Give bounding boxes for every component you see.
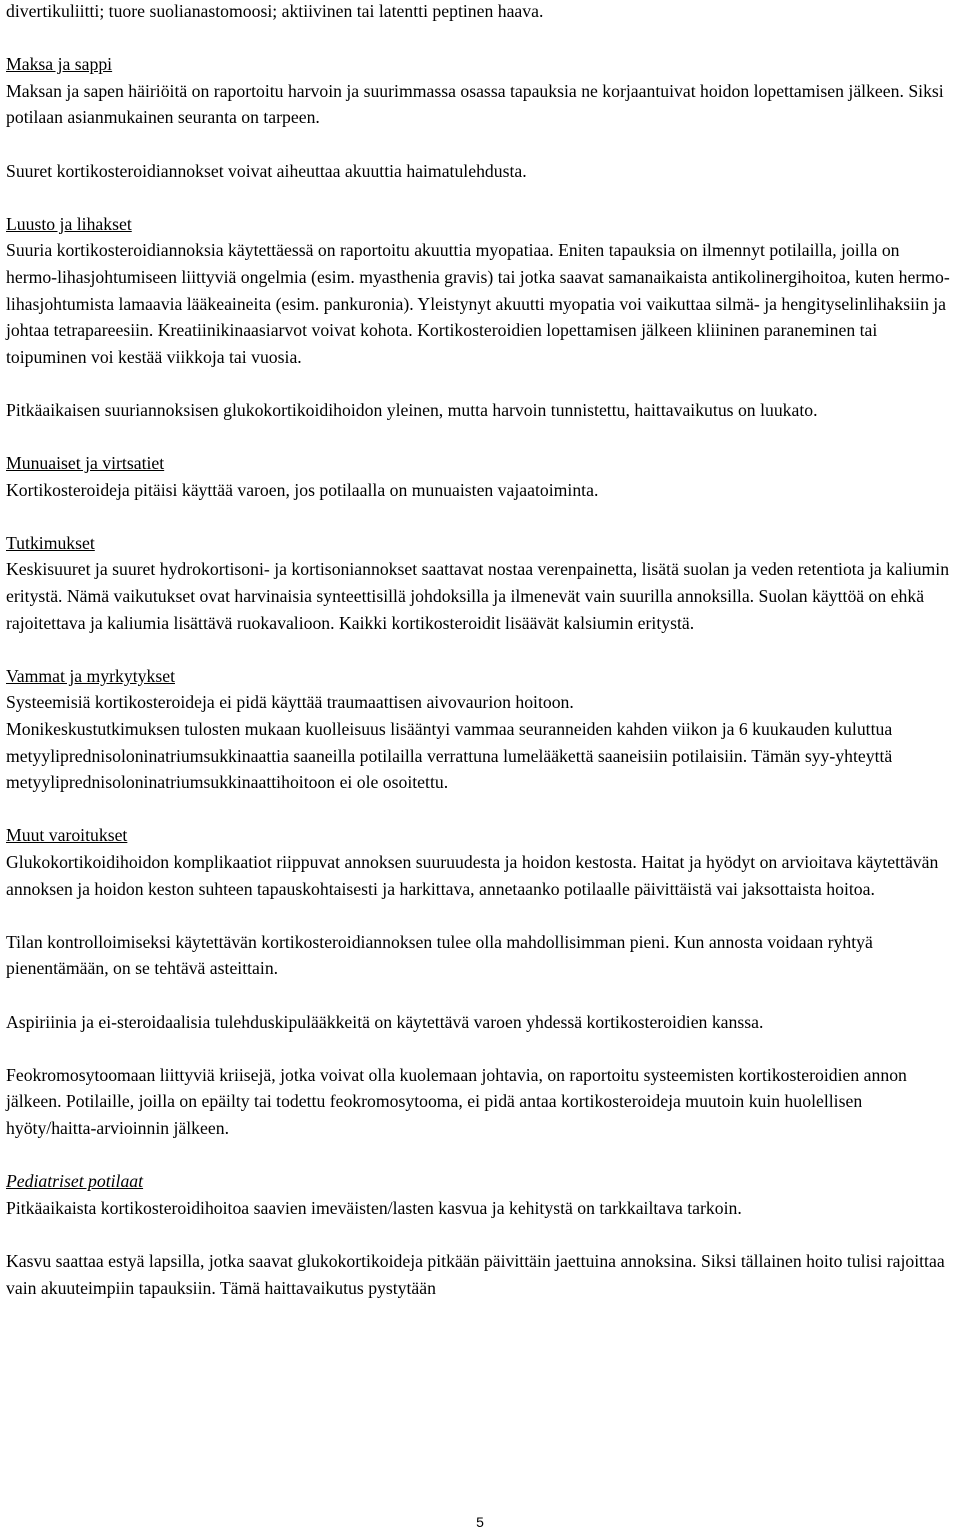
brain-injury-paragraph: Systeemisiä kortikosteroideja ei pidä käyttää traumaattisen aivovaurion hoitoon. [6, 692, 574, 713]
dose-paragraph: Tilan kontrolloimiseksi käytettävän kortikosteroidiannoksen tulee olla mahdollisimman pieni. Kun annosta voidaan ryhtyä pienentämään, on se tehtävä asteittain. [6, 931, 873, 979]
heading-musculoskeletal: Luusto ja lihakset [6, 213, 132, 234]
page-number: 5 [476, 1514, 484, 1530]
mortality-paragraph: Monikeskustutkimuksen tulosten mukaan kuolleisuus lisääntyi vammaa seuranneiden kahden viikon ja 6 kuukauden kuluttua metyyliprednisoloninatriumsukkinaattia saaneilla potilailla verrattuna lumelääkettä saaneisiin potilaisiin. Tämän syy-yhteyttä metyyliprednisoloninatriumsukkinaattihoitoon ei ole osoitettu. [6, 719, 893, 793]
growth-suppression-paragraph: Kasvu saattaa estyä lapsilla, jotka saavat glukokortikoideja pitkään päivittäin jaettuina annoksina. Siksi tällainen hoito tulisi rajoittaa vain akuuteimpiin tapauksiin. Tämä haittavaikutus pystytään [6, 1250, 945, 1298]
investigations-paragraph: Keskisuuret ja suuret hydrokortisoni- ja kortisoniannokset saattavat nostaa verenpainetta, lisätä suolan ja veden retentiota ja kaliumin eritystä. Nämä vaikutukset ovat harvinaisia synteettisillä johdoksilla ja ilmenevät vain suurilla annoksilla. Suolan käyttöä on ehkä rajoitettava ja kaliumia lisättävä ruokavalioon. Kaikki kortikosteroidit lisäävät kalsiumin eritystä. [6, 559, 950, 633]
heading-liver: Maksa ja sappi [6, 54, 113, 75]
bone-loss-paragraph: Pitkäaikaisen suuriannoksisen glukokortikoidihoidon yleinen, mutta harvoin tunnistettu, haittavaikutus on luukato. [6, 399, 818, 420]
heading-pediatric: Pediatriset potilaat [6, 1171, 144, 1192]
document-page [6, 0, 954, 1301]
myopathy-paragraph: Suuria kortikosteroidiannoksia käytettäessä on raportoitu akuuttia myopatiaa. Eniten tapauksia on ilmennyt potilailla, joilla on hermo-lihasjohtumiseen liittyviä ongelmia (esim. myasthenia gravis) tai jotka saavat samanaikaista antikolinergihoitoa, kuten hermo-lihasjohtumista lamaavia lääkeaineita (esim. pankuronia). Yleistynyt akuutti myopatia voi vaikuttaa silmä- ja hengityselinlihaksiin ja johtaa tetrapareesiin. Kreatiinikinaasiarvot voivat kohota. Kortikosteroidien lopettamisen jälkeen kliininen paraneminen tai toipuminen voi kestää viikkoja tai vuosia. [6, 240, 950, 367]
lead-paragraph: divertikuliitti; tuore suolianastomoosi; aktiivinen tai latentti peptinen haava. [6, 1, 544, 21]
heading-other-warnings: Muut varoitukset [6, 825, 128, 846]
complications-paragraph: Glukokortikoidihoidon komplikaatiot riippuvat annoksen suuruudesta ja hoidon kestosta. Haitat ja hyödyt on arvioitava käytettävän annoksen ja hoidon keston suhteen tapauskohtaisesti ja harkittava, annetaanko potilaalle päivittäistä vai jaksottaista hoitoa. [6, 852, 939, 899]
heading-investigations: Tutkimukset [6, 532, 95, 553]
heading-injury: Vammat ja myrkytykset [6, 665, 175, 686]
heading-renal: Munuaiset ja virtsatiet [6, 453, 165, 474]
nsaid-paragraph: Aspiriinia ja ei-steroidaalisia tulehduskipulääkkeitä on käytettävä varoen yhdessä kortikosteroidien kanssa. [6, 1011, 764, 1032]
pancreatitis-paragraph: Suuret kortikosteroidiannokset voivat aiheuttaa akuuttia haimatulehdusta. [6, 160, 527, 181]
liver-paragraph: Maksan ja sapen häiriöitä on raportoitu harvoin ja suurimmassa osassa tapauksia ne korjaantuivat hoidon lopettamisen jälkeen. Siksi potilaan asianmukainen seuranta on tarpeen. [6, 80, 944, 128]
renal-paragraph: Kortikosteroideja pitäisi käyttää varoen, jos potilaalla on munuaisten vajaatoiminta. [6, 479, 599, 500]
pheochromocytoma-paragraph: Feokromosytoomaan liittyviä kriisejä, jotka voivat olla kuolemaan johtavia, on raportoitu systeemisten kortikosteroidien annon jälkeen. Potilaille, joilla on epäilty tai todettu feokromosytooma, ei pidä antaa kortikosteroideja muutoin kuin huolellisen hyöty/haitta-arvioinnin jälkeen. [6, 1064, 907, 1138]
growth-monitoring-paragraph: Pitkäaikaista kortikosteroidihoitoa saavien imeväisten/lasten kasvua ja kehitystä on tarkkailtava tarkoin. [6, 1197, 742, 1218]
